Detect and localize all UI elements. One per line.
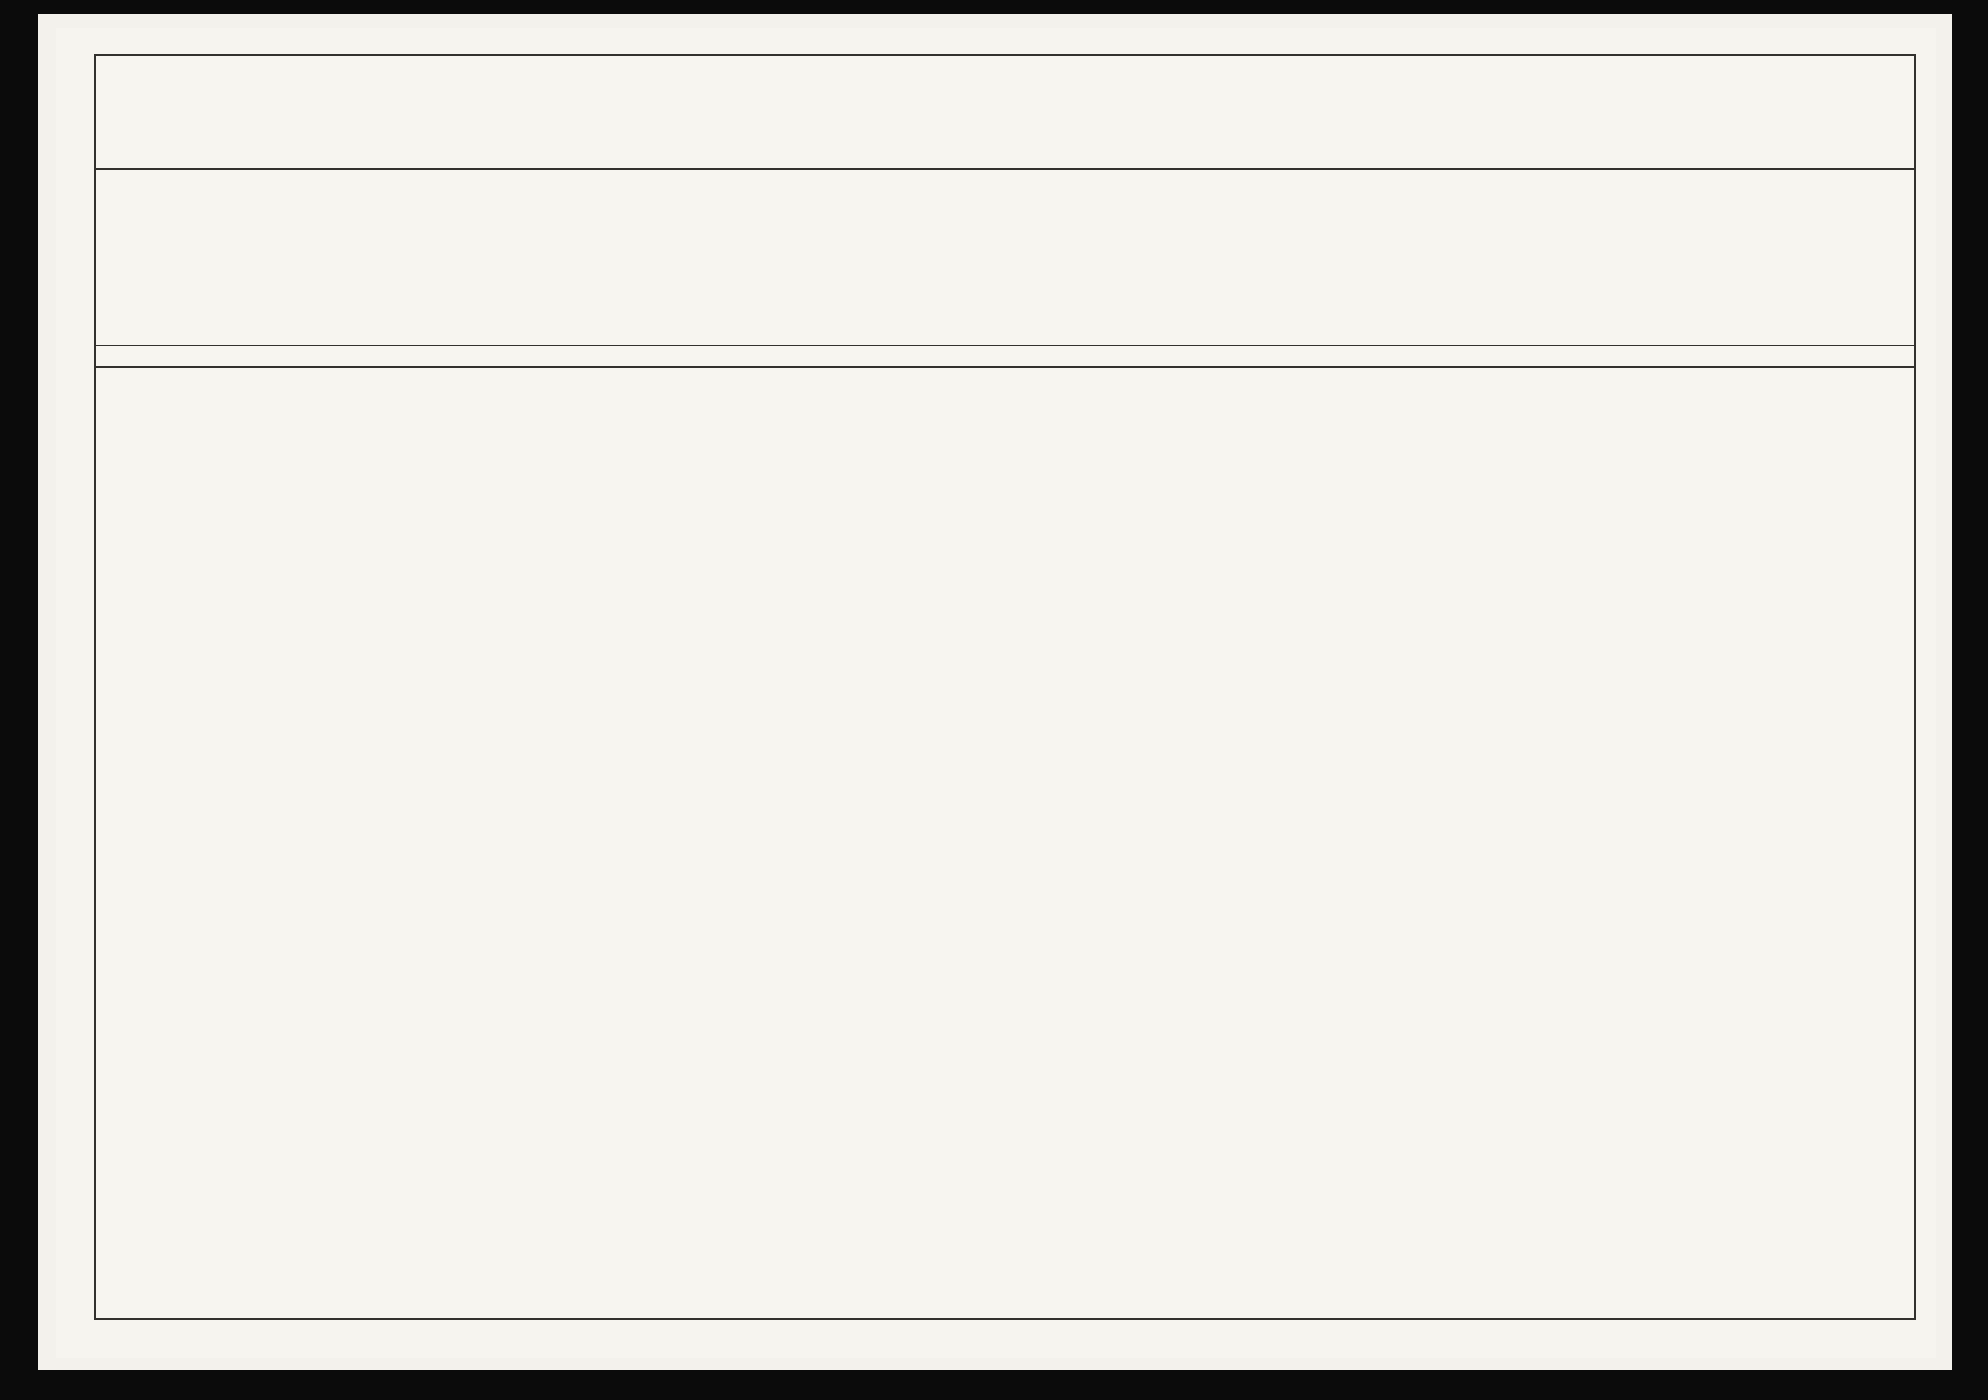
document-page — [38, 14, 1952, 1370]
column-number-row — [96, 346, 1914, 368]
census-form — [94, 54, 1916, 1320]
scan-edge-bottom — [0, 1370, 1988, 1400]
table-body — [96, 368, 1914, 1316]
scan-edge-right — [1952, 0, 1988, 1400]
table-header — [96, 168, 1914, 346]
scan-edge-top — [0, 0, 1988, 14]
scan-edge-left — [0, 0, 38, 1400]
page-title — [96, 102, 1914, 140]
paper-surface — [56, 28, 1936, 1358]
